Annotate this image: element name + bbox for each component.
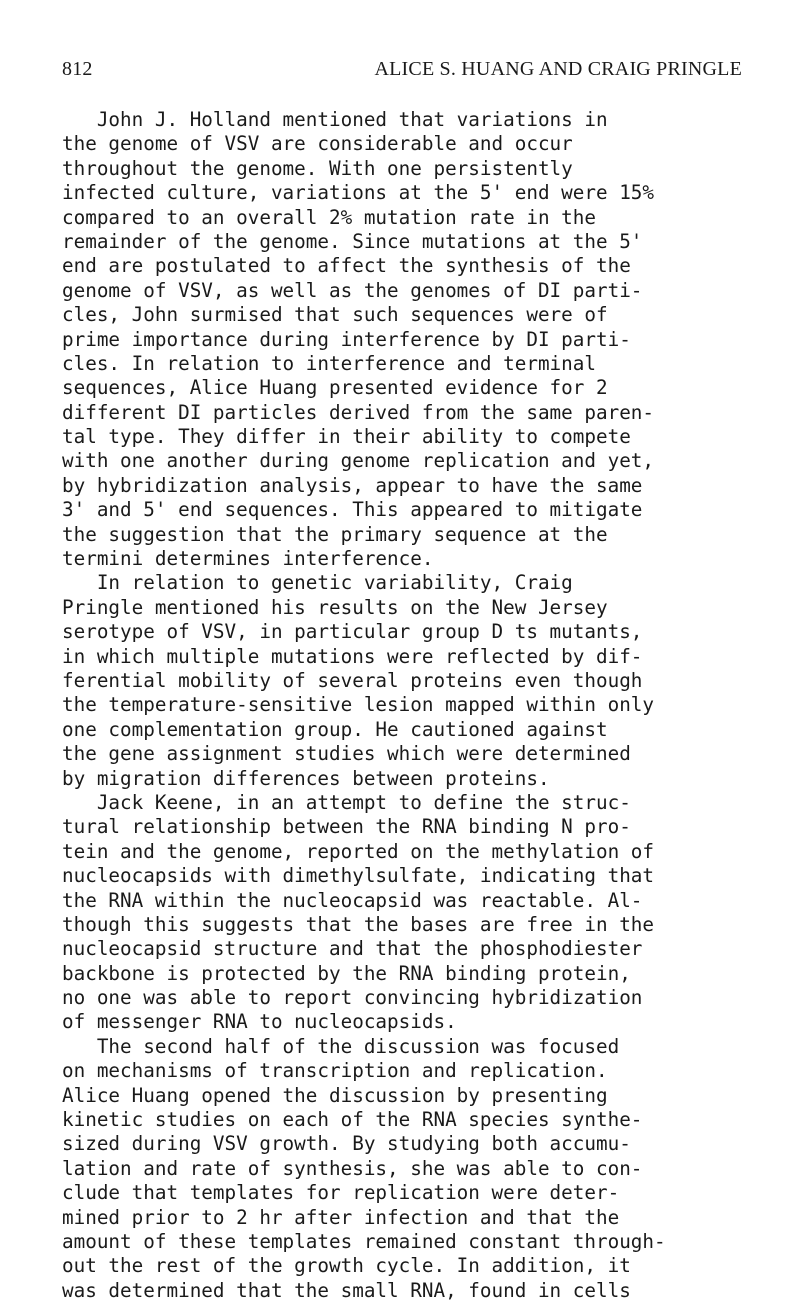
text-line: one complementation group. He cautioned against (62, 717, 608, 741)
header-authors: ALICE S. HUANG AND CRAIG PRINGLE (374, 58, 742, 80)
text-line: tural relationship between the RNA binding N pro- (62, 815, 631, 839)
text-line: though this suggests that the bases are free in the (62, 912, 655, 936)
text-line: mined prior to 2 hr after infection and that the (62, 1205, 620, 1229)
text-line: out the rest of the growth cycle. In addition, it (62, 1254, 631, 1278)
text-line: the temperature-sensitive lesion mapped within only (62, 693, 655, 717)
text-line: the suggestion that the primary sequence at the (62, 522, 608, 546)
text-line: tein and the genome, reported on the methylation of (62, 839, 655, 863)
page-number: 812 (62, 58, 93, 80)
text-line: was determined that the small RNA, found in cells (62, 1278, 631, 1302)
text-line: compared to an overall 2% mutation rate in the (62, 205, 596, 229)
text-line: Pringle mentioned his results on the New Jersey (62, 595, 608, 619)
body-text (62, 108, 762, 1303)
text-line: amount of these templates remained constant through- (62, 1229, 666, 1253)
text-line: Alice Huang opened the discussion by presenting (62, 1083, 608, 1107)
text-line: prime importance during interference by DI parti- (62, 327, 631, 351)
text-line: clude that templates for replication were deter- (62, 1181, 620, 1205)
text-line: throughout the genome. With one persistently (62, 156, 573, 180)
text-line: remainder of the genome. Since mutations at the 5' (62, 229, 643, 253)
text-line: of messenger RNA to nucleocapsids. (62, 1010, 457, 1034)
text-line: the genome of VSV are considerable and occur (62, 132, 573, 156)
text-line: nucleocapsids with dimethylsulfate, indicating that (62, 864, 655, 888)
text-line: The second half of the discussion was focused (62, 1034, 620, 1058)
text-line: in which multiple mutations were reflected by dif- (62, 644, 643, 668)
text-line: ferential mobility of several proteins even though (62, 668, 643, 692)
text-line: different DI particles derived from the same paren- (62, 400, 655, 424)
text-line: no one was able to report convincing hybridization (62, 986, 643, 1010)
text-line: tal type. They differ in their ability to compete (62, 425, 631, 449)
text-line: with one another during genome replication and yet, (62, 449, 655, 473)
text-line: on mechanisms of transcription and replication. (62, 1059, 608, 1083)
text-line: lation and rate of synthesis, she was able to con- (62, 1156, 643, 1180)
text-line: end are postulated to affect the synthesis of the (62, 254, 631, 278)
text-line: by hybridization analysis, appear to have the same (62, 473, 643, 497)
text-line: cles, John surmised that such sequences were of (62, 303, 608, 327)
text-line: infected culture, variations at the 5' end were 15% (62, 181, 655, 205)
text-line: John J. Holland mentioned that variations in (62, 108, 608, 131)
text-line: backbone is protected by the RNA binding protein, (62, 961, 631, 985)
text-line: kinetic studies on each of the RNA species synthe- (62, 1108, 643, 1132)
text-line: cles. In relation to interference and terminal (62, 351, 596, 375)
text-line: termini determines interference. (62, 547, 434, 571)
text-line: sequences, Alice Huang presented evidence for 2 (62, 376, 608, 400)
text-line: 3' and 5' end sequences. This appeared to mitigate (62, 498, 643, 522)
text-line: by migration differences between proteins. (62, 766, 550, 790)
text-line: In relation to genetic variability, Craig (62, 571, 573, 595)
text-line: Jack Keene, in an attempt to define the struc- (62, 790, 631, 814)
text-line: genome of VSV, as well as the genomes of DI parti- (62, 278, 643, 302)
text-line: nucleocapsid structure and that the phosphodiester (62, 937, 643, 961)
text-line: serotype of VSV, in particular group D ts mutants, (62, 620, 643, 644)
text-line: the RNA within the nucleocapsid was reactable. Al- (62, 888, 643, 912)
text-line: the gene assignment studies which were determined (62, 742, 631, 766)
text-line: sized during VSV growth. By studying both accumu- (62, 1132, 631, 1156)
running-head (62, 58, 742, 88)
